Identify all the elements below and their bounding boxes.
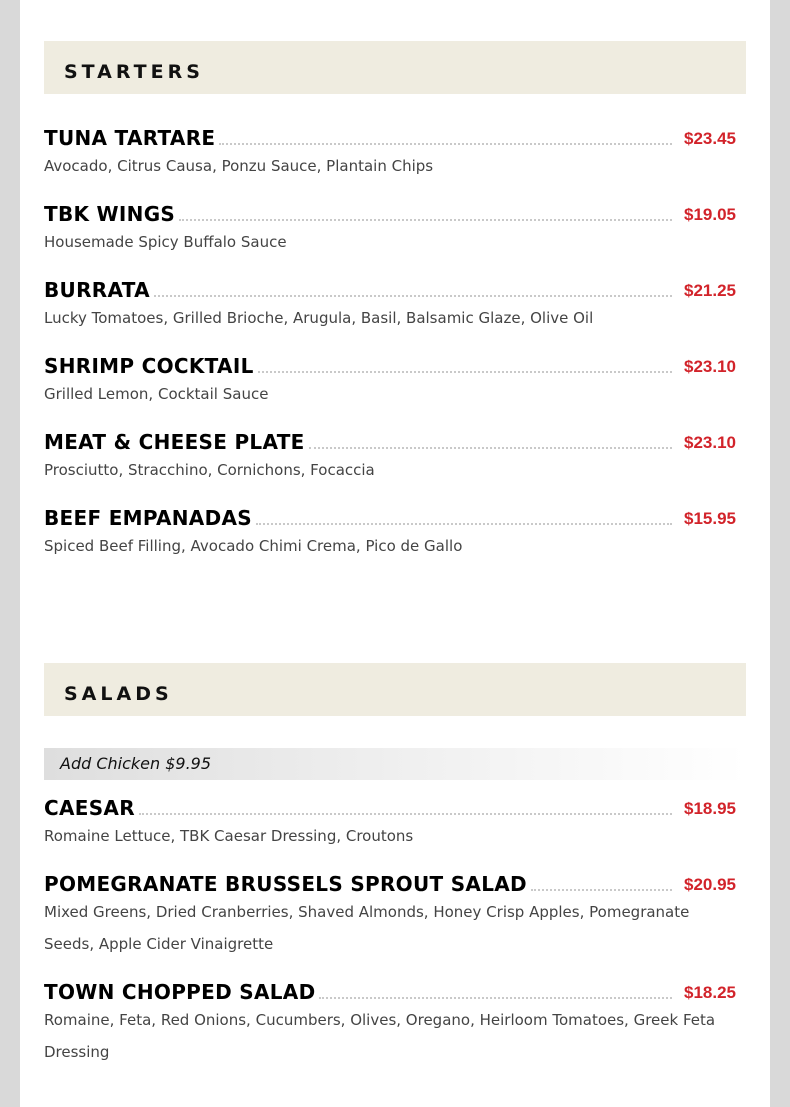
item-description: Grilled Lemon, Cocktail Sauce bbox=[44, 385, 269, 403]
menu-item bbox=[44, 790, 746, 852]
item-price: $20.95 bbox=[684, 875, 736, 894]
item-name: SHRIMP COCKTAIL bbox=[44, 354, 254, 378]
item-price: $19.05 bbox=[684, 205, 736, 224]
menu-item bbox=[44, 424, 746, 486]
item-price: $23.10 bbox=[684, 433, 736, 452]
item-price: $23.45 bbox=[684, 129, 736, 148]
item-description: Romaine Lettuce, TBK Caesar Dressing, Croutons bbox=[44, 827, 414, 845]
menu-item bbox=[44, 500, 746, 562]
menu-item bbox=[44, 974, 746, 1068]
dot-leader bbox=[139, 812, 672, 815]
item-name: POMEGRANATE BRUSSELS SPROUT SALAD bbox=[44, 872, 527, 896]
menu-item bbox=[44, 196, 746, 258]
item-description: Prosciutto, Stracchino, Cornichons, Focaccia bbox=[44, 461, 375, 479]
dot-leader bbox=[219, 142, 672, 145]
menu-sheet bbox=[20, 0, 770, 1107]
menu-item bbox=[44, 272, 746, 334]
addon-banner bbox=[44, 748, 746, 780]
item-name: BEEF EMPANADAS bbox=[44, 506, 252, 530]
section-header-salads bbox=[44, 663, 746, 716]
menu-item bbox=[44, 348, 746, 410]
addon-text: Add Chicken $9.95 bbox=[60, 754, 212, 773]
item-name: TBK WINGS bbox=[44, 202, 176, 226]
item-description: Avocado, Citrus Causa, Ponzu Sauce, Plantain Chips bbox=[44, 157, 434, 175]
dot-leader bbox=[154, 294, 672, 297]
item-description: Housemade Spicy Buffalo Sauce bbox=[44, 233, 287, 251]
item-price: $23.10 bbox=[684, 357, 736, 376]
dot-leader bbox=[309, 446, 672, 449]
item-name: CAESAR bbox=[44, 796, 135, 820]
item-description: Mixed Greens, Dried Cranberries, Shaved Almonds, Honey Crisp Apples, Pomegranate Seeds, Apple Cider Vinaigrette bbox=[44, 903, 690, 953]
item-name: TOWN CHOPPED SALAD bbox=[44, 980, 316, 1004]
item-price: $18.25 bbox=[684, 983, 736, 1002]
item-description: Lucky Tomatoes, Grilled Brioche, Arugula, Basil, Balsamic Glaze, Olive Oil bbox=[44, 309, 594, 327]
item-name: BURRATA bbox=[44, 278, 150, 302]
dot-leader bbox=[179, 218, 672, 221]
item-price: $21.25 bbox=[684, 281, 736, 300]
item-name: TUNA TARTARE bbox=[44, 126, 216, 150]
section-header-starters bbox=[44, 41, 746, 94]
dot-leader bbox=[256, 522, 672, 525]
item-price: $15.95 bbox=[684, 509, 736, 528]
dot-leader bbox=[531, 888, 672, 891]
item-price: $18.95 bbox=[684, 799, 736, 818]
item-description: Spiced Beef Filling, Avocado Chimi Crema, Pico de Gallo bbox=[44, 537, 463, 555]
item-description: Romaine, Feta, Red Onions, Cucumbers, Olives, Oregano, Heirloom Tomatoes, Greek Feta Dressing bbox=[44, 1011, 716, 1061]
dot-leader bbox=[258, 370, 672, 373]
dot-leader bbox=[319, 996, 672, 999]
menu-item bbox=[44, 120, 746, 182]
section-title: SALADS bbox=[64, 683, 173, 705]
menu-item bbox=[44, 866, 746, 960]
section-title: STARTERS bbox=[64, 61, 204, 83]
item-name: MEAT & CHEESE PLATE bbox=[44, 430, 305, 454]
